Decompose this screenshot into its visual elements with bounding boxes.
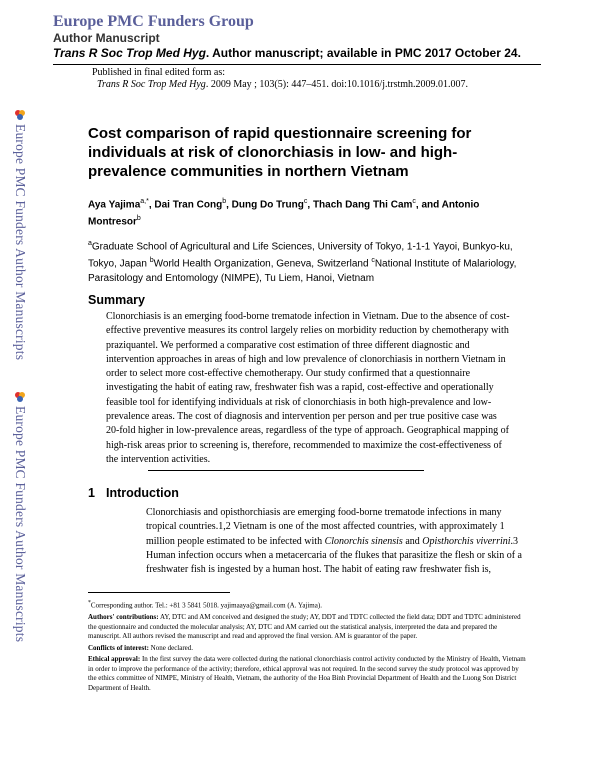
footnote-corresponding (88, 599, 528, 611)
funders-group-title: Europe PMC Funders Group (53, 13, 254, 30)
published-label: Published in final edited form as: (92, 67, 226, 78)
sidebar-label: Europe PMC Funders Author Manuscripts (13, 406, 28, 643)
author-name: Aya Yajima (88, 199, 141, 211)
footnote-label: Conflicts of interest: (88, 643, 149, 652)
introduction-text (146, 506, 526, 577)
intro-text-part: Clonorchiasis and opisthorchiasis are emerging food-borne trematode infections in many tropical countries.1,2 Vietnam is one of the most affected countries, with approximately 1 million people estimated to be infected with (146, 507, 505, 547)
published-citation (92, 67, 468, 91)
species-name: Clonorchis sinensis (324, 535, 403, 547)
journal-availability: . Author manuscript; available in PMC 2017 October 24. (205, 46, 521, 60)
author-name: Dung Do Trung (231, 199, 304, 211)
author-name: Dai Tran Cong (154, 199, 223, 211)
author-affil-mark: c (303, 198, 308, 205)
footnote-ethical (88, 655, 528, 693)
author-name: Thach Dang Thi Cam (312, 199, 413, 211)
species-name: Opisthorchis viverrini (422, 535, 511, 547)
footnote-mark: * (88, 600, 91, 606)
journal-name: Trans R Soc Trop Med Hyg (53, 46, 206, 60)
author-affil-mark: c (412, 198, 416, 205)
footnote-label: Authors' contributions: (88, 612, 159, 621)
author-affil-mark: b (222, 198, 227, 205)
affiliation-text: World Health Organization, Geneva, Switzerland (153, 258, 372, 270)
journal-line (53, 46, 541, 65)
section-title: Introduction (106, 486, 179, 500)
summary-text: Clonorchiasis is an emerging food-borne trematode infection in Vietnam. Due to the absence of cost-effective preventive measures its control largely relies on morbidity reduction by chemotherapy with praziquantel. We performed a comparative cost estimation of three different diagnostic and intervention approaches in areas of high and low prevalence of clonorchiasis in northern Vietnam in order to select more cost-effective chemotherapy. Our study confirmed that a questionnaire investigating the habit of eating raw, freshwater fish was a rapid, cost-effective and operationally feasible tool for identifying individuals at risk of clonorchiasis in both high-prevalence and low-prevalence areas. The cost of diagnosis and intervention per person and per true positive case was 20-fold higher in low-prevalence areas, regardless of the type of approach. Geographical mapping of high-risk areas prior to screening is, therefore, recommended to maximize the cost-effectiveness of the intervention activities. (106, 311, 510, 465)
citation-line (92, 79, 468, 91)
introduction-heading (88, 486, 179, 500)
summary-divider (148, 470, 424, 471)
intro-text-part: and (402, 535, 423, 547)
europepmc-logo-icon (15, 392, 25, 402)
section-number: 1 (88, 486, 95, 500)
author-affil-mark: a,* (140, 198, 149, 205)
footnote-divider (88, 592, 230, 593)
footnote-text: Corresponding author. Tel.: +81 3 5841 5018. yajimaaya@gmail.com (A. Yajima). (90, 601, 322, 610)
footnote-label: Ethical approval: (88, 655, 141, 664)
sidebar-watermark-bottom (12, 392, 32, 642)
affiliations (88, 237, 528, 286)
footnote-conflicts (88, 644, 528, 654)
footnote-text: AY, DTC and AM conceived and designed the study; AY, DDT and TDTC collected the field data; DDT and TDTC administered the questionnaire and conducted the molecular analysis; AY, DTC and AM carried out the statistical analysis, interpreted the data and prepared the manuscript. All authors revised the manuscript and read and approved the final version. AM is guarantor of the paper. (88, 612, 521, 641)
affiliation-mark: a (88, 240, 92, 247)
sidebar-label: Europe PMC Funders Author Manuscripts (13, 124, 28, 361)
affiliation-mark: b (149, 257, 154, 265)
author-name: Antonio Montresor (88, 199, 480, 228)
article-title: Cost comparison of rapid questionnaire screening for individuals at risk of clonorchiasis in low- and high-prevalence communities in northern Vietnam (88, 125, 472, 180)
author-list: Aya Yajima$^{a,*}$, Dai Tran Cong$^b$, Dung Do Trung$^c$, Thach Dang Thi Cam$^c$, and Antonio Montresor$^b$ (88, 198, 480, 228)
sidebar-watermark-top (12, 110, 32, 360)
affiliation-text: Graduate School of Agricultural and Life Sciences, University of Tokyo, 1-1-1 Yayoi, Bunkyo-ku, Tokyo, Japan (88, 241, 513, 270)
author-manuscript-label: Author Manuscript (53, 31, 160, 45)
summary-heading: Summary (88, 293, 145, 307)
footnote-text: In the first survey the data were collected during the national clonorchiasis control activity conducted by the Ministry of Health, Vietnam in order to improve the performance of the activity; therefore, ethical approval was not required. In the second survey the study protocol was approved by the ethics committee of NIMPE, Ministry of Health, Vietnam, the authority of the Hoa Binh Provincial Department of Health and the Luong Son District Department of Health. (88, 655, 526, 693)
affiliation-text: National Institute of Malariology, Parasitology and Entomology (NIMPE), Tu Liem, Hanoi, Vietnam (88, 258, 517, 284)
intro-text-part: .3 Human infection occurs when a metacercaria of the flukes that parasitize the flesh or skin of a freshwater fish is ingested by a human host. The habit of eating raw freshwater fish is, (146, 535, 522, 576)
affiliation-mark: c (371, 257, 375, 265)
author-affil-mark: b (136, 215, 141, 223)
footnote-contributions (88, 613, 528, 642)
page-header (53, 13, 553, 65)
footnote-text: None declared. (148, 643, 194, 652)
europepmc-logo-icon (15, 110, 25, 120)
citation-journal: Trans R Soc Trop Med Hyg (97, 79, 206, 90)
citation-details: . 2009 May ; 103(5): 447–451. doi:10.1016/j.trstmh.2009.01.007. (205, 79, 469, 90)
footnotes (88, 599, 528, 696)
